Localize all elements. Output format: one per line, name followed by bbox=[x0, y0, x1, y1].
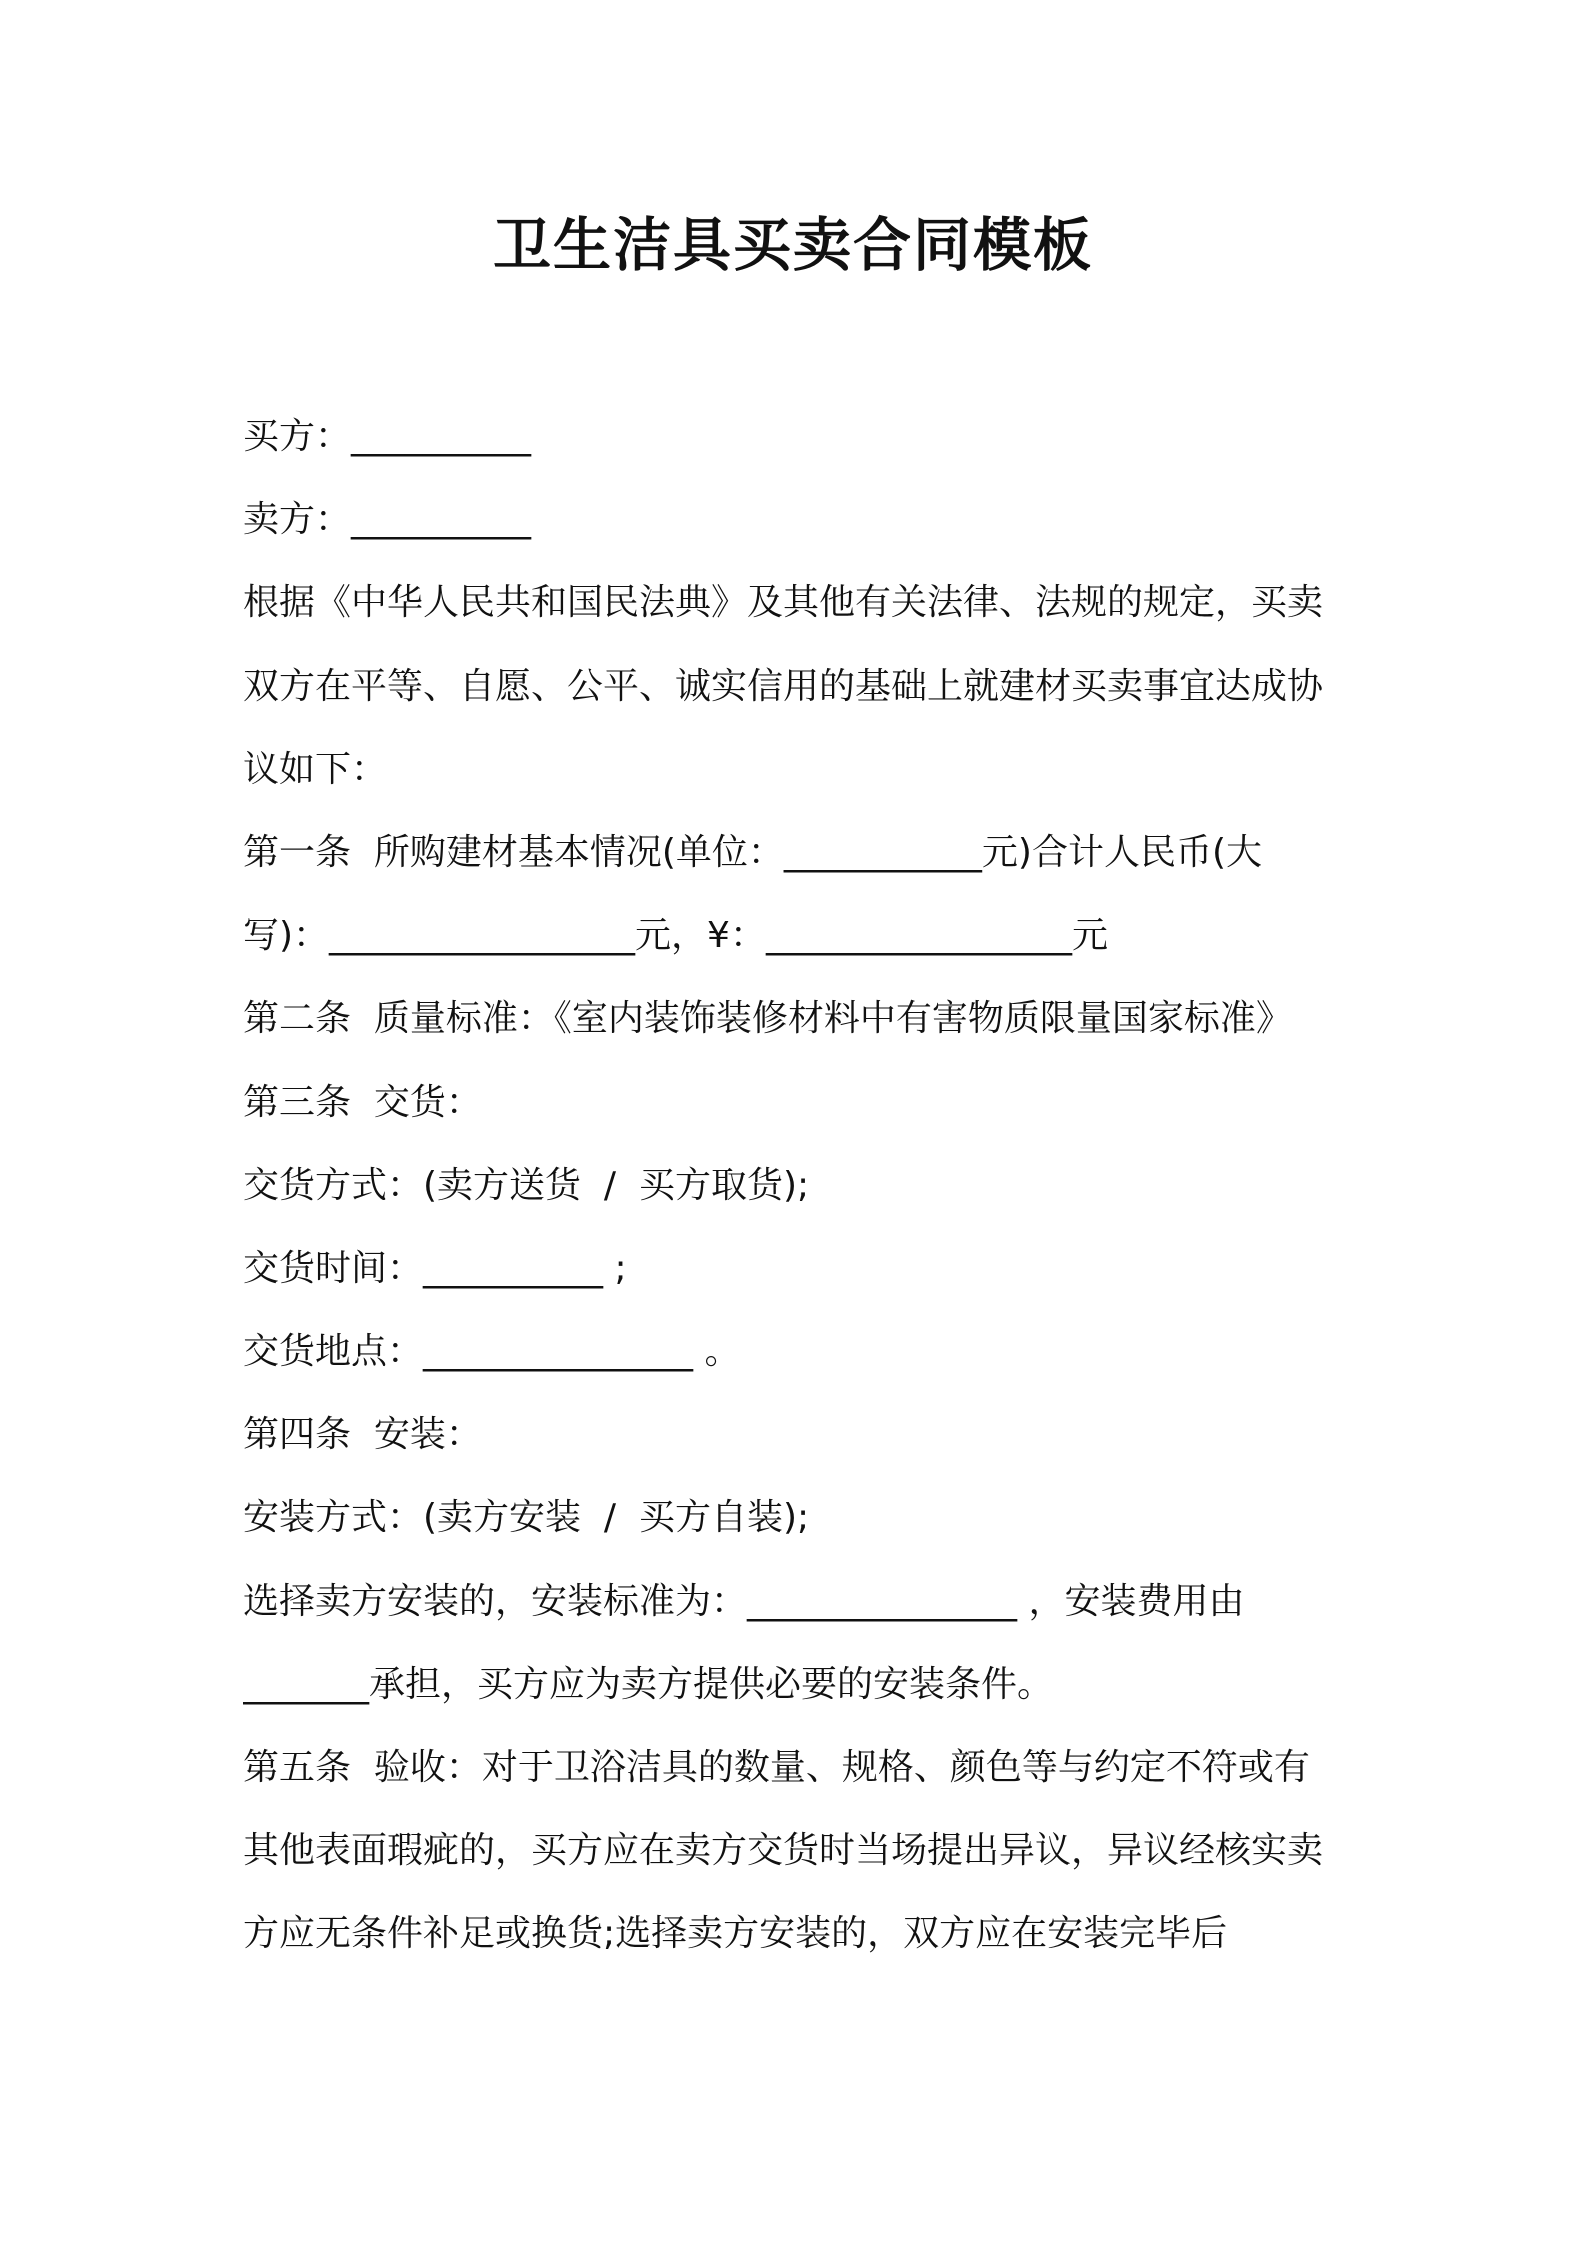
preamble-line-3: 议如下： bbox=[243, 748, 388, 790]
article-1-line-1: 第一条 所购建材基本情况(单位：___________元)合计人民币(大 bbox=[243, 831, 1263, 873]
delivery-time-line: 交货时间：__________ ; bbox=[243, 1247, 627, 1289]
install-standard-line-2: _______承担，买方应为卖方提供必要的安装条件。 bbox=[243, 1663, 1054, 1705]
article-4-heading: 第四条 安装： bbox=[243, 1414, 482, 1456]
article-5-line-3: 方应无条件补足或换货;选择卖方安装的，双方应在安装完毕后 bbox=[243, 1913, 1228, 1955]
contract-body bbox=[243, 395, 1363, 1976]
install-method-line: 安装方式：(卖方安装 / 买方自装); bbox=[243, 1497, 810, 1539]
article-2-line: 第二条 质量标准：《室内装饰装修材料中有害物质限量国家标准》 bbox=[243, 998, 1292, 1040]
article-5-line-2: 其他表面瑕疵的，买方应在卖方交货时当场提出异议，异议经核实卖 bbox=[243, 1830, 1324, 1872]
delivery-method-line: 交货方式：(卖方送货 / 买方取货); bbox=[243, 1164, 810, 1206]
buyer-line: 买方：__________ bbox=[243, 416, 532, 457]
install-standard-line-1: 选择卖方安装的，安装标准为：_______________ ，安装费用由 bbox=[243, 1580, 1245, 1622]
preamble-line-1: 根据《中华人民共和国民法典》及其他有关法律、法规的规定，买卖 bbox=[243, 582, 1324, 624]
article-5-line-1: 第五条 验收：对于卫浴洁具的数量、规格、颜色等与约定不符或有 bbox=[243, 1747, 1310, 1788]
preamble-line-2: 双方在平等、自愿、公平、诚实信用的基础上就建材买卖事宜达成协 bbox=[243, 665, 1324, 707]
seller-line: 卖方：__________ bbox=[243, 499, 532, 541]
article-3-heading: 第三条 交货： bbox=[243, 1081, 482, 1123]
article-1-line-2: 写)：_________________元，¥：_________________元 bbox=[243, 915, 1108, 957]
delivery-place-line: 交货地点：_______________ 。 bbox=[243, 1331, 741, 1373]
document-title: 卫生洁具买卖合同模板 bbox=[492, 211, 1093, 279]
